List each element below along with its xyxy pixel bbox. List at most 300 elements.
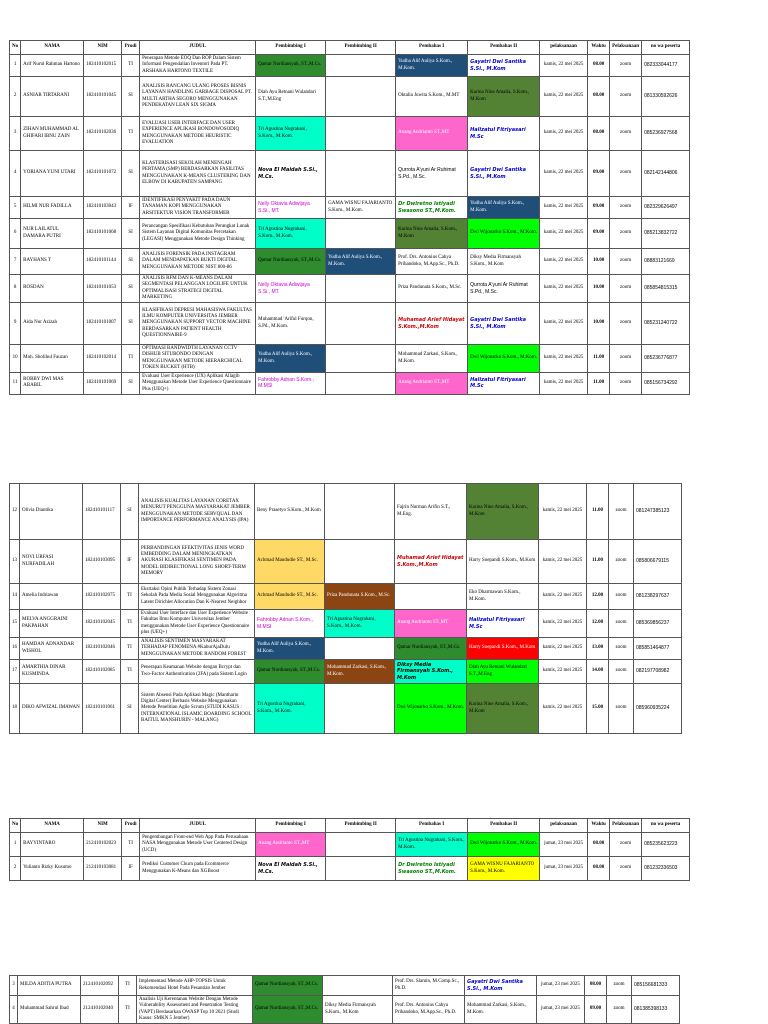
table-row: [10, 249, 690, 275]
pelaksanaan-cell: kamis, 22 mei 2025: [540, 303, 588, 345]
header-tempat-cell: Pelaksanaan: [610, 819, 642, 833]
nama-cell: Moh. Sholihul Fauzan: [21, 345, 84, 373]
header-pelaksanaan-cell: pelaksanaan: [540, 819, 588, 833]
tempat-cell: zoom: [610, 77, 642, 117]
judul-cell: ANALISIS KUALITAS LAYANAN CORETAX MENURUT PENGGUNA MASYARAKAT JEMBER MENGGUNAKAN METODE SERVQUAL DAN IMPORTANCE PERFORMANCE ANALYSIS (IPA): [139, 484, 255, 540]
pembahas1-cell: Anang Andrianto ST.,MT: [395, 610, 467, 638]
header-pelaksanaan-cell: pelaksanaan: [540, 41, 588, 55]
nama-cell: Olivia Diantika: [20, 484, 83, 540]
judul-cell: Sistem Absensi Pada Aplikasi Magic (Mantharin Digital Center) Berbasis Website Menggunakan Metode Penelitian Agile Scrum (STUDI KASUS : INTERNATIONAL ISLAMIC BOARDING SCHOOL BAITUL MANSHURIN - MALANG): [139, 684, 255, 734]
header-pembahas1-cell: Pembahas I: [396, 41, 468, 55]
pembahas1-cell: Prof. Drs. Antonius Cahya Prihandoko, M.App.Sc., Ph.D.: [393, 996, 465, 1024]
header-row: [10, 819, 690, 833]
header-pembahas2-cell: Pembahas II: [468, 819, 540, 833]
table-row: [10, 303, 690, 345]
pembahas1-cell: Yudha Alif Auliya S.Kom., M.Kom.: [396, 55, 468, 77]
prodi-cell: SI: [121, 684, 139, 734]
pembimbing2-cell: [325, 684, 395, 734]
pelaksanaan-cell: kamis, 22 mei 2025: [539, 610, 587, 638]
prodi-cell: IF: [121, 540, 139, 584]
nim-cell: 182410101068: [84, 219, 122, 249]
judul-cell: Eksrtaksi Opini Publik Terhadap Sistem Zonasi Sekolah Pada Media Sosial Menggunakan Algoritma Latent Dirichlet Allocation Dan K-Nearest Neighbor: [139, 584, 255, 610]
waktu-cell: 09.00: [585, 996, 607, 1024]
wa-cell: 085806679115: [634, 540, 682, 584]
pembimbing1-cell: Nova El Maidah S.Si., M.Cs.: [256, 857, 326, 881]
judul-cell: Pengembangan Front-end Web App Pada Perusahaan NASA Menggunakan Metode User Centered Design (UCD): [140, 833, 256, 857]
pembimbing2-cell: [326, 117, 396, 151]
tempat-cell: zoom: [609, 610, 634, 638]
tempat-cell: zoom: [610, 197, 642, 219]
tempat-cell: zoom: [610, 833, 642, 857]
pembimbing2-cell: [326, 345, 396, 373]
pembahas1-cell: Prof. Drs. Antonius Cahya Prihandoko, M.App.Sc., Ph.D.: [396, 249, 468, 275]
waktu-cell: 10.00: [588, 275, 610, 303]
nama-cell: ASNIAR TIRTARANI: [21, 77, 84, 117]
table-row: [10, 219, 690, 249]
pembahas2-cell: Halizatul Fitriyasari M.Sc: [468, 117, 540, 151]
tempat-cell: zoom: [609, 584, 634, 610]
nim-cell: 182410102075: [83, 584, 121, 610]
nim-cell: 182410102036: [84, 117, 122, 151]
header-pembimbing2-cell: Pembimbing II: [326, 41, 396, 55]
schedule-table-3: [9, 818, 690, 881]
pembahas1-cell: Fajrin Nurman Arifin S.T., M.Eng.: [395, 484, 467, 540]
no-cell: 5: [10, 197, 21, 219]
pembimbing1-cell: Qamar Nurdiansyah, ST.,M.Cs.: [253, 976, 323, 996]
pelaksanaan-cell: kamis, 22 mei 2025: [539, 484, 587, 540]
prodi-cell: SI: [122, 303, 140, 345]
pelaksanaan-cell: kamis, 22 mei 2025: [540, 55, 588, 77]
tempat-cell: zoom: [610, 303, 642, 345]
nama-cell: Yulianto Rizky Kusumo: [21, 857, 84, 881]
pelaksanaan-cell: jumat, 23 mei 2025: [540, 857, 588, 881]
judul-cell: Prediksi Customer Churn pada Ecommerce Menggunakan K-Means dan XGBoost: [140, 857, 256, 881]
no-cell: 3: [10, 976, 18, 996]
table-row: [10, 484, 682, 540]
pembahas1-cell: Dwi Wijonarko S.Kom., M.Kom.: [395, 684, 467, 734]
tempat-cell: zoom: [607, 976, 632, 996]
pembahas2-cell: Gayatri Dwi Santika S.Si., M.Kom: [468, 55, 540, 77]
wa-cell: 085213832722: [642, 219, 690, 249]
header-wa-cell: no wa peserta: [642, 41, 690, 55]
pembimbing1-cell: Qamar Nurdiansyah, ST.,M.Cs.: [253, 996, 323, 1024]
wa-cell: 085236927568: [642, 117, 690, 151]
pelaksanaan-cell: kamis, 22 mei 2025: [540, 249, 588, 275]
pembimbing2-cell: [326, 303, 396, 345]
tempat-cell: zoom: [609, 540, 634, 584]
nim-cell: 182410102014: [84, 345, 122, 373]
table-row: [10, 55, 690, 77]
header-nim-cell: NIM: [84, 819, 122, 833]
wa-cell: 081238297637: [634, 584, 682, 610]
pembimbing1-cell: Muhammad 'Ariful Furqon, S.Pd., M.Kom.: [256, 303, 326, 345]
no-cell: 10: [10, 345, 21, 373]
nim-cell: 182410101007: [84, 303, 122, 345]
header-pembahas1-cell: Pembahas I: [396, 819, 468, 833]
wa-cell: 082197708982: [634, 660, 682, 684]
header-nama-cell: NAMA: [21, 819, 84, 833]
schedule-table-4: [9, 975, 680, 1024]
waktu-cell: 09.00: [588, 219, 610, 249]
pembimbing1-cell: Fahrobby Adnan S.Kom., M.MSI: [256, 373, 326, 395]
prodi-cell: SI: [122, 249, 140, 275]
no-cell: 16: [10, 638, 20, 660]
prodi-cell: TI: [122, 117, 140, 151]
pembimbing2-cell: [325, 638, 395, 660]
pembimbing2-cell: Priza Pandunata S.Kom., M.Sc.: [325, 584, 395, 610]
waktu-cell: 11.00: [588, 345, 610, 373]
wa-cell: 08883121669: [642, 249, 690, 275]
pembimbing1-cell: Qamar Nurdiansyah, ST.,M.Cs.: [256, 55, 326, 77]
prodi-cell: SI: [122, 373, 140, 395]
pembimbing1-cell: Yudha Alif Auliya S.Kom., M.Kom.: [256, 345, 326, 373]
pembahas2-cell: Diksy Media Firmansyah S.Kom., M.Kom: [468, 249, 540, 275]
nim-cell: 182410103043: [84, 197, 122, 219]
pelaksanaan-cell: jumat, 23 mei 2025: [537, 996, 585, 1024]
waktu-cell: 11.00: [587, 484, 609, 540]
prodi-cell: TI: [122, 345, 140, 373]
pembahas2-cell: Harry Soepandi S.Kom., M.Kom: [467, 540, 539, 584]
header-judul-cell: JUDUL: [140, 41, 256, 55]
pembimbing1-cell: Yudha Alif Auliya S.Kom., M.Kom.: [255, 638, 325, 660]
tempat-cell: zoom: [610, 857, 642, 881]
prodi-cell: IF: [122, 857, 140, 881]
wa-cell: 081232336503: [642, 857, 690, 881]
prodi-cell: SI: [122, 275, 140, 303]
pembahas2-cell: Karina Nine Amalia, S.Kom., M.Kom: [468, 77, 540, 117]
pelaksanaan-cell: kamis, 22 mei 2025: [540, 345, 588, 373]
wa-cell: 085369856237: [634, 610, 682, 638]
pembimbing1-cell: Achmad Maududie ST., M.Sc.: [255, 540, 325, 584]
table-row: [10, 833, 690, 857]
pelaksanaan-cell: jumat, 23 mei 2025: [540, 833, 588, 857]
pembahas2-cell: Dwi Wijonarko S.Kom., M.Kom.: [468, 219, 540, 249]
wa-cell: 085851464877: [634, 638, 682, 660]
pembimbing2-cell: [326, 373, 396, 395]
pembahas1-cell: Anang Andrianto ST.,MT: [396, 117, 468, 151]
pelaksanaan-cell: kamis, 22 mei 2025: [539, 584, 587, 610]
nim-cell: 212410103081: [84, 857, 122, 881]
nim-cell: 182410101117: [83, 484, 121, 540]
prodi-cell: SI: [122, 77, 140, 117]
nama-cell: BAYYINTARO: [21, 833, 84, 857]
pembahas1-cell: [395, 584, 467, 610]
pembahas2-cell: Dwi Wijonarko S.Kom., M.Kom.: [468, 833, 540, 857]
judul-cell: KLASIFIKASI DEPRESI MAHASISWA FAKULTAS ILMU KOMPUTER UNIVERSITAS JEMBER MENGGUNAKAN SUPPORT VECTOR MACHINE BERDASARKAN PATIENT HEALTH QUESTIONNAIRE-9: [140, 303, 256, 345]
prodi-cell: TI: [119, 996, 137, 1024]
judul-cell: Evaluasi User Interface dan User Experience Website Fakultas Ilmu Komputer Universitas Jember menggunakan Metode User Experience Questionnaire plus (UEQ+): [139, 610, 255, 638]
no-cell: 4: [10, 151, 21, 197]
no-cell: 11: [10, 373, 21, 395]
judul-cell: KLASTERISASI SEKOLAH MENENGAH PERTAMA (SMP) BERDASARKAN FASILITAS MENGGUNAKAN K-MEANS CLUSTERING DAN ELBOW DI KABUPATEN SAMPANG: [140, 151, 256, 197]
pembimbing2-cell: [323, 976, 393, 996]
header-no-cell: No: [10, 41, 21, 55]
pembimbing1-cell: Tri Agustina Nugrahani, S.Kom., M.Kom.: [255, 684, 325, 734]
pelaksanaan-cell: kamis, 22 mei 2025: [539, 660, 587, 684]
judul-cell: ANALISIS RANCANG ULANG PROSES BISNIS LAYANAN HANDLING GARBAGE DISPOSAL PT. MULTI ARTHA SEGORO MENGGUNAKAN PENDEKATAN LEAN SIX SIGMA: [140, 77, 256, 117]
schedule-table-1: [9, 40, 690, 395]
pembimbing1-cell: Qamar Nurdiansyah, ST.,M.Cs.: [256, 249, 326, 275]
tempat-cell: zoom: [610, 345, 642, 373]
wa-cell: 085236776877: [642, 345, 690, 373]
tempat-cell: zoom: [610, 151, 642, 197]
wa-cell: 081247385123: [634, 484, 682, 540]
tempat-cell: zoom: [610, 275, 642, 303]
nim-cell: 182410103095: [83, 540, 121, 584]
pembahas1-cell: Oktalia Juwita S.Kom., M.MT: [396, 77, 468, 117]
waktu-cell: 10.00: [588, 249, 610, 275]
tempat-cell: zoom: [609, 684, 634, 734]
waktu-cell: 08.00: [588, 77, 610, 117]
waktu-cell: 08.00: [588, 857, 610, 881]
nama-cell: Muhammad Sahrul Ibad: [18, 996, 81, 1024]
tempat-cell: zoom: [609, 660, 634, 684]
judul-cell: Perancangan Spesifikasi Kebutuhan Perangkat Lunak Sistem Layanan Digital Komunitas Percetakan (LEGASI) Menggunakan Metode Design Thinking: [140, 219, 256, 249]
nim-cell: 182410102085: [83, 660, 121, 684]
judul-cell: OPTIMASI BANDWIDTH LAYANAN CCTV DISHUB SITUBONDO DENGAN MENGGUNAKAN METODE HIERARCHICAL TOKEN BUCKET (HTB): [140, 345, 256, 373]
nama-cell: HAMDAN ADNANDAR WISHOL: [20, 638, 83, 660]
no-cell: 3: [10, 117, 21, 151]
header-waktu-cell: Waktu: [588, 41, 610, 55]
header-pembahas2-cell: Pembahas II: [468, 41, 540, 55]
pembahas2-cell: Karina Nine Amalia, S.Kom., M.Kom: [467, 684, 539, 734]
waktu-cell: 09.00: [588, 197, 610, 219]
nim-cell: 182410101072: [84, 151, 122, 197]
pembimbing2-cell: Tri Agustina Nugrahani, S.Kom., M.Kom.: [325, 610, 395, 638]
nim-cell: 182410101045: [84, 77, 122, 117]
waktu-cell: 12.00: [587, 610, 609, 638]
waktu-cell: 08.00: [588, 117, 610, 151]
pembahas1-cell: Diksy Media Firmansyah S.Kom., M.Kom: [395, 660, 467, 684]
table-row: [10, 373, 690, 395]
waktu-cell: 09.00: [588, 151, 610, 197]
no-cell: 8: [10, 275, 21, 303]
wa-cell: 082333044177: [642, 55, 690, 77]
table-row: [10, 275, 690, 303]
header-wa-cell: no wa peserta: [642, 819, 690, 833]
pembimbing2-cell: GAMA WISNU FAJARIANTO S.Kom., M.Kom.: [326, 197, 396, 219]
pembimbing2-cell: Yudha Alif Auliya S.Kom., M.Kom.: [326, 249, 396, 275]
tempat-cell: zoom: [609, 484, 634, 540]
no-cell: 12: [10, 484, 20, 540]
pelaksanaan-cell: kamis, 22 mei 2025: [540, 275, 588, 303]
no-cell: 1: [10, 833, 21, 857]
judul-cell: Penerapan Metode EOQ Dan ROP Dalam Sistem Informasi Pengendalian Inventori Pada PT. ARSHAKA HARTONO TEXTILE: [140, 55, 256, 77]
nama-cell: ROSDAN: [21, 275, 84, 303]
pembahas1-cell: Muhamad Arief Hidayat S.Kom.,M.Kom: [395, 540, 467, 584]
no-cell: 2: [10, 77, 21, 117]
pelaksanaan-cell: kamis, 22 mei 2025: [539, 638, 587, 660]
tempat-cell: zoom: [610, 373, 642, 395]
pembahas1-cell: Mohammad Zarkasi, S.Kom., M.Kom.: [396, 345, 468, 373]
pembimbing1-cell: Diah Ayu Retnani Wulandari S.T.,M.Eng: [256, 77, 326, 117]
pembahas2-cell: GAMA WISNU FAJARIANTO S.Kom., M.Kom.: [468, 857, 540, 881]
nama-cell: ZIHAN MUHAMMAD AL GHIFARI IBNU ZAIN: [21, 117, 84, 151]
pembimbing1-cell: Nelly Oktavia Adiwijaya S.Si., MT.: [256, 275, 326, 303]
header-pembimbing1-cell: Pembimbing I: [256, 41, 326, 55]
pembimbing1-cell: Nelly Oktavia Adiwijaya S.Si., MT.: [256, 197, 326, 219]
wa-cell: 082329626497: [642, 197, 690, 219]
header-prodi-cell: Prodi: [122, 819, 140, 833]
pembahas1-cell: Muhamad Arief Hidayat S.Kom.,M.Kom: [396, 303, 468, 345]
waktu-cell: 08.00: [588, 833, 610, 857]
nama-cell: RAYHANS T: [21, 249, 84, 275]
table-row: [10, 197, 690, 219]
header-prodi-cell: Prodi: [122, 41, 140, 55]
nim-cell: 182410101053: [84, 275, 122, 303]
judul-cell: Analisis Uji Kerentanan Website Dengan Metode Vulnerability Assessment and Penetration Testing (VAPT) Berdasarkan OWASP Top 10 2021 (Studi Kasus: SMKN 5 Jember): [137, 996, 253, 1024]
no-cell: 17: [10, 660, 20, 684]
pembimbing2-cell: [326, 833, 396, 857]
schedule-table-2: [9, 483, 682, 734]
header-nama-cell: NAMA: [21, 41, 84, 55]
pembahas1-cell: Anang Andrianto ST.,MT: [396, 373, 468, 395]
waktu-cell: 11.00: [588, 373, 610, 395]
tempat-cell: zoom: [610, 55, 642, 77]
pembahas2-cell: Yudha Alif Auliya S.Kom., M.Kom.: [468, 197, 540, 219]
pembahas1-cell: Qamar Nurdiansyah, ST.,M.Cs.: [395, 638, 467, 660]
nama-cell: MILDA ADITIA PUTRA: [18, 976, 81, 996]
pembimbing2-cell: Diksy Media Firmansyah S.Kom., M.Kom: [323, 996, 393, 1024]
waktu-cell: 12.00: [587, 584, 609, 610]
pelaksanaan-cell: kamis, 22 mei 2025: [540, 373, 588, 395]
pembahas2-cell: Mohammad Zarkasi, S.Kom., M.Kom.: [465, 996, 537, 1024]
prodi-cell: SI: [122, 151, 140, 197]
pembimbing1-cell: Anang Andrianto ST.,MT: [256, 833, 326, 857]
wa-cell: 085235623223: [642, 833, 690, 857]
pembimbing1-cell: Fahrobby Adnan S.Kom., M.MSI: [255, 610, 325, 638]
judul-cell: EVALUASI USER INTERFACE DAN USER EXPERIENCE APLIKASI BONDOWOSODIQ MENGGUNAKAN METODE HEURISTIC EVALUATION: [140, 117, 256, 151]
nama-cell: ROBBY DWI MAS ABABIL: [21, 373, 84, 395]
prodi-cell: TI: [122, 55, 140, 77]
pembahas2-cell: Harry Soepandi S.Kom., M.Kom: [467, 638, 539, 660]
nama-cell: Aida Nur Azizah: [21, 303, 84, 345]
header-nim-cell: NIM: [84, 41, 122, 55]
nim-cell: 182410101061: [83, 684, 121, 734]
prodi-cell: TI: [121, 584, 139, 610]
wa-cell: 081330592626: [642, 77, 690, 117]
waktu-cell: 15.00: [587, 684, 609, 734]
prodi-cell: TI: [121, 610, 139, 638]
pembimbing2-cell: Mohammad Zarkasi, S.Kom., M.Kom.: [325, 660, 395, 684]
nim-cell: 182410102046: [83, 638, 121, 660]
judul-cell: Penerapan Keamanan Website dengan Bcrypt dan Two-Factor Authentication (2FA) pada Sistem Login: [139, 660, 255, 684]
pembimbing2-cell: [326, 151, 396, 197]
pembimbing1-cell: Tri Agustina Nugrahani, S.Kom., M.Kom.: [256, 117, 326, 151]
pembimbing1-cell: Beny Prasetyo S.Kom., M.Kom: [255, 484, 325, 540]
tempat-cell: zoom: [609, 638, 634, 660]
tempat-cell: zoom: [610, 249, 642, 275]
pembimbing2-cell: [326, 857, 396, 881]
wa-cell: 085156681333: [632, 976, 680, 996]
table-row: [10, 540, 682, 584]
judul-cell: ANALISIS FORENSIK PADA INSTAGRAM DALAM MENDAPATKAN BUKTI DIGITAL MENGGUNAKAN METODE NIST 800-86: [140, 249, 256, 275]
table-row: [10, 996, 680, 1024]
pembahas2-cell: Karina Nine Amalia, S.Kom., M.Kom: [467, 484, 539, 540]
table-row: [10, 857, 690, 881]
pembahas2-cell: Diah Ayu Retnani Wulandari S.T.,M.Eng: [467, 660, 539, 684]
prodi-cell: TI: [121, 638, 139, 660]
waktu-cell: 13.00: [587, 638, 609, 660]
judul-cell: Implementasi Metode AHP-TOPSIS Untuk Rekomendasi Hotel Pada Pesantian Jember: [137, 976, 253, 996]
wa-cell: 085231240722: [642, 303, 690, 345]
nama-cell: MELVA ANGGRAINI PAKPAHAN: [20, 610, 83, 638]
table-row: [10, 684, 682, 734]
pelaksanaan-cell: kamis, 22 mei 2025: [540, 151, 588, 197]
pembimbing2-cell: [325, 484, 395, 540]
table-row: [10, 638, 682, 660]
pembimbing2-cell: [326, 219, 396, 249]
wa-cell: 085854815315: [642, 275, 690, 303]
no-cell: 14: [10, 584, 20, 610]
header-row: [10, 41, 690, 55]
pelaksanaan-cell: kamis, 22 mei 2025: [540, 117, 588, 151]
pelaksanaan-cell: kamis, 22 mei 2025: [539, 684, 587, 734]
pelaksanaan-cell: kamis, 22 mei 2025: [540, 77, 588, 117]
pembahas2-cell: Qurrota A'yuni Ar Ruhimat S.Pd., M.Sc.: [468, 275, 540, 303]
pembahas1-cell: Qurrota A'yuni Ar Ruhimat S.Pd., M.Sc.: [396, 151, 468, 197]
no-cell: 15: [10, 610, 20, 638]
tempat-cell: zoom: [610, 219, 642, 249]
pembimbing1-cell: Achmad Maududie ST., M.Sc.: [255, 584, 325, 610]
waktu-cell: 10.00: [588, 303, 610, 345]
prodi-cell: SI: [122, 219, 140, 249]
nim-cell: 182410101069: [84, 373, 122, 395]
pembahas1-cell: Dr Dwiretno Istiyadi Swasono ST.,M.Kom.: [396, 857, 468, 881]
pembahas1-cell: Karina Nine Amalia, S.Kom., M.Kom: [396, 219, 468, 249]
nama-cell: NUR LAILATUL DAMARA PUTRI: [21, 219, 84, 249]
nim-cell: 182410102045: [83, 610, 121, 638]
table-row: [10, 151, 690, 197]
prodi-cell: TI: [121, 660, 139, 684]
no-cell: 18: [10, 684, 20, 734]
waktu-cell: 11.00: [587, 540, 609, 584]
header-pembimbing1-cell: Pembimbing I: [256, 819, 326, 833]
pembahas2-cell: Halizatul Fitriyasari M.Sc: [467, 610, 539, 638]
wa-cell: 082142144806: [642, 151, 690, 197]
table-row: [10, 660, 682, 684]
prodi-cell: TI: [122, 833, 140, 857]
nim-cell: 212410102040: [81, 996, 119, 1024]
table-row: [10, 77, 690, 117]
waktu-cell: 14.00: [587, 660, 609, 684]
waktu-cell: 08.00: [588, 55, 610, 77]
pelaksanaan-cell: kamis, 22 mei 2025: [540, 197, 588, 219]
pembimbing1-cell: Qamar Nurdiansyah, ST.,M.Cs.: [255, 660, 325, 684]
table-row: [10, 345, 690, 373]
no-cell: 7: [10, 249, 21, 275]
pembimbing2-cell: [326, 77, 396, 117]
nama-cell: YORIANA YUNI UTARI: [21, 151, 84, 197]
nama-cell: Amelia Indriawan: [20, 584, 83, 610]
nim-cell: 182410102015: [84, 55, 122, 77]
no-cell: 4: [10, 996, 18, 1024]
tempat-cell: zoom: [610, 117, 642, 151]
judul-cell: ANALISIS RFM DAN K-MEANS DALAM SEGMENTASI PELANGGAN LOGILIFE UNTUK OPTIMALISASI STRATEGI DIGITAL MARKETING: [140, 275, 256, 303]
nama-cell: NOVI URFASI NURFADILAH: [20, 540, 83, 584]
pembahas1-cell: Tri Agustina Nugrahani, S.Kom., M.Kom.: [396, 833, 468, 857]
pembimbing1-cell: Tri Agustina Nugrahani, S.Kom., M.Kom.: [256, 219, 326, 249]
judul-cell: IDENTIFIKASI PENYAKIT PADA DAUN TANAMAN KOPI MENGGUNAKAN ARSITEKTUR VISION TRANSFORMER: [140, 197, 256, 219]
no-cell: 1: [10, 55, 21, 77]
pembahas1-cell: Priza Pandunata S.Kom., M.Sc.: [396, 275, 468, 303]
prodi-cell: IF: [122, 197, 140, 219]
nama-cell: DIKO AFWIZAL IMAWAN: [20, 684, 83, 734]
prodi-cell: TI: [119, 976, 137, 996]
nim-cell: 212410102092: [81, 976, 119, 996]
pelaksanaan-cell: kamis, 22 mei 2025: [540, 219, 588, 249]
no-cell: 6: [10, 219, 21, 249]
